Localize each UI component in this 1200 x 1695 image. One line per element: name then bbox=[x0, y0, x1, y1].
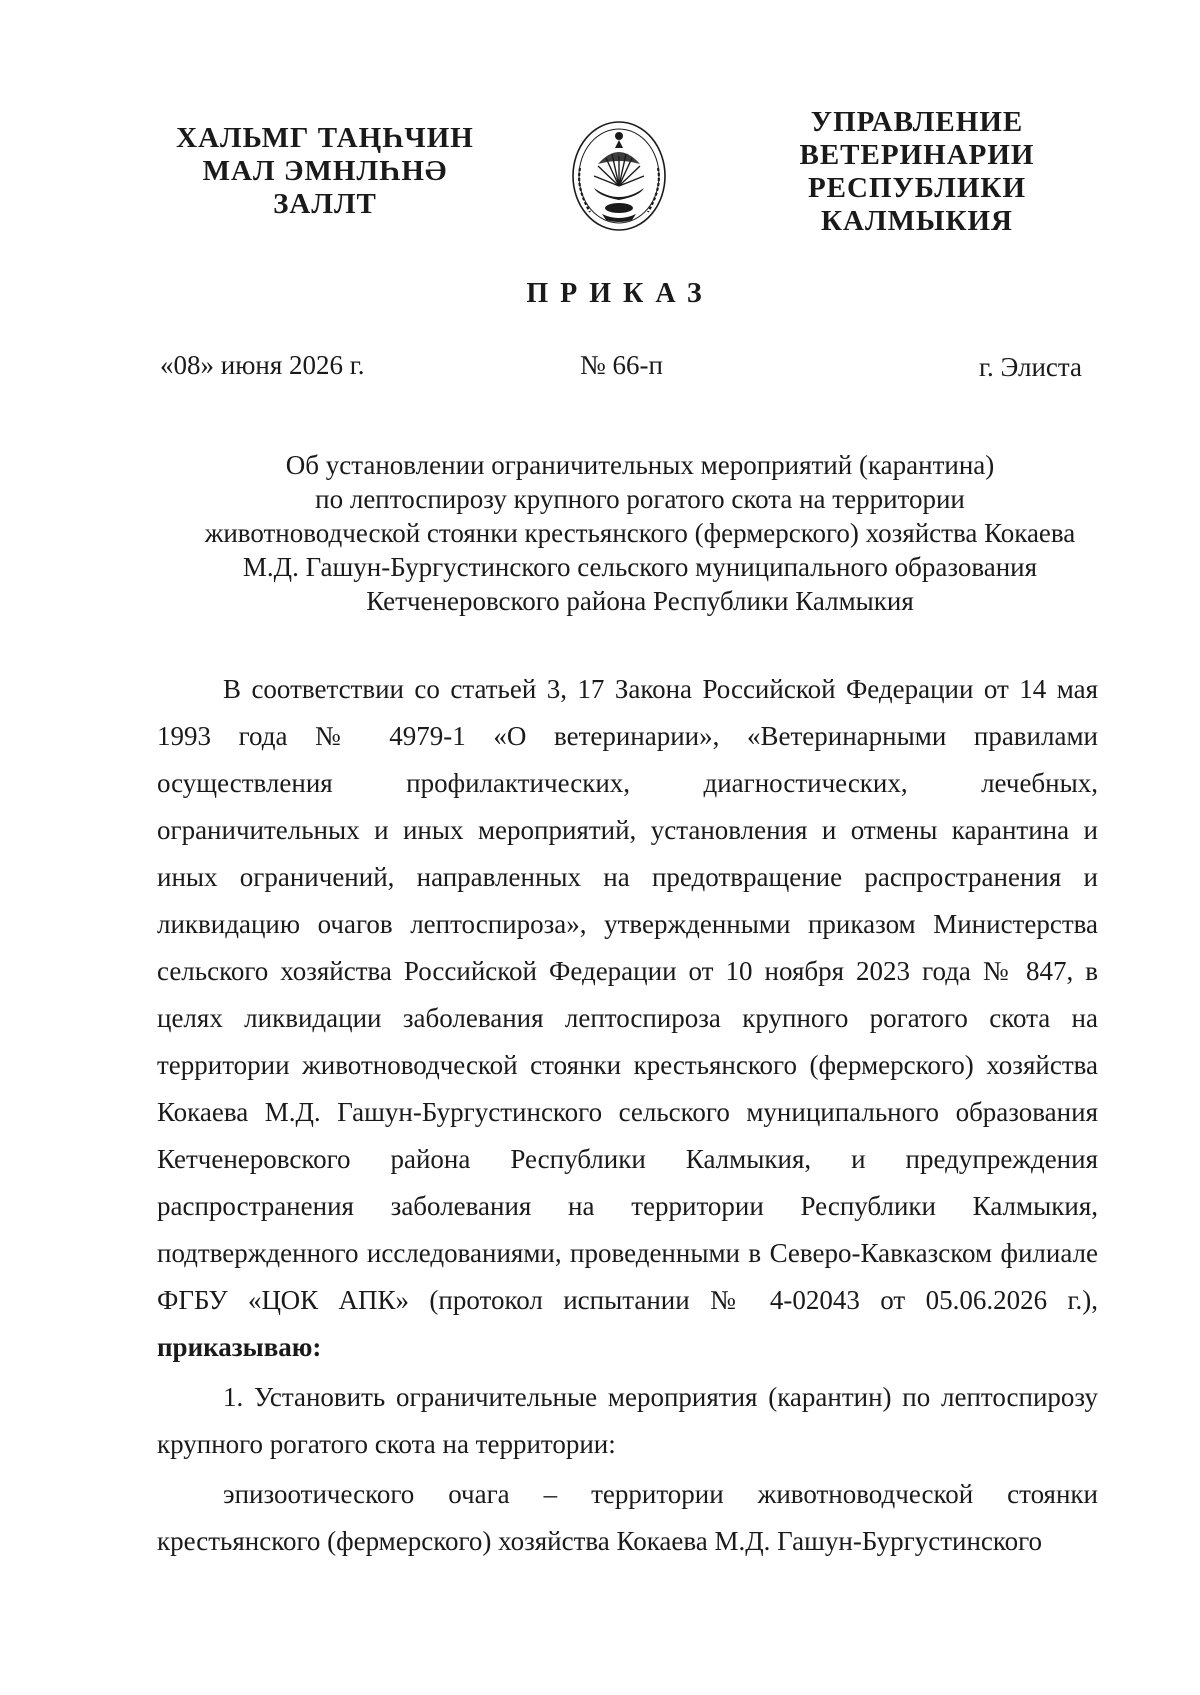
order-date: «08» июня 2026 г. bbox=[160, 350, 365, 380]
document-title: ПРИКАЗ bbox=[526, 278, 714, 309]
department-name-kalmyk-line: МАЛ ЭМНЛҺНӘ bbox=[202, 155, 448, 187]
preamble-paragraph bbox=[157, 666, 1098, 1371]
order-subject-line: по лептоспирозу крупного рогатого скота на территории bbox=[315, 484, 965, 514]
department-name-kalmyk-line: ХАЛЬМГ ТАҢҺЧИН bbox=[176, 122, 474, 154]
order-subject bbox=[140, 448, 1140, 618]
department-name-russian-line: УПРАВЛЕНИЕ bbox=[810, 106, 1024, 138]
item-1-focus-paragraph: эпизоотического очага – территории животноводческой стоянки крестьянского (фермерского) хозяйства Кокаева М.Д. Гашун-Бургустинского bbox=[157, 1479, 1098, 1556]
department-name-kalmyk-line: ЗАЛЛТ bbox=[273, 188, 377, 220]
department-name-russian-line: РЕСПУБЛИКИ bbox=[807, 172, 1027, 204]
order-subject-line: Кетченеровского района Республики Калмыкия bbox=[366, 586, 914, 616]
item-1-paragraph: 1. Установить ограничительные мероприятия (карантин) по лептоспирозу крупного рогатого скота на территории: bbox=[157, 1382, 1098, 1459]
order-body bbox=[157, 666, 1098, 1565]
order-city: г. Элиста bbox=[978, 352, 1082, 382]
preamble-text: В соответствии со статьей 3, 17 Закона Российской Федерации от 14 мая 1993 года № 4979-1 «О ветеринарии», «Ветеринарными правилами осуществления профилактических, диагностических, лечебных, ограничительных и иных мероприятий, установления и отмены карантина и иных ограничений, направленных на предотвращение распространения и ликвидацию очагов лептоспироза», утвержденными приказом Министерства сельского хозяйства Российской Федерации от 10 ноября 2023 года № 847, в целях ликвидации заболевания лептоспироза крупного рогатого скота на территории животноводческой стоянки крестьянского (фермерского) хозяйства Кокаева М.Д. Гашун-Бургустинского сельского муниципального образования Кетченеровского района Республики Калмыкия, и предупреждения распространения заболевания на территории Республики Калмыкия, подтвержденного исследованиями, проведенными в Северо-Кавказском филиале ФГБУ «ЦОК АПК» (протокол испытании № 4-02043 от 05.06.2026 г.), bbox=[157, 674, 1098, 1315]
order-subject-line: животноводческой стоянки крестьянского (фермерского) хозяйства Кокаева bbox=[204, 518, 1076, 548]
order-command: приказываю: bbox=[157, 1332, 322, 1362]
order-subject-line: Об установлении ограничительных мероприятий (карантина) bbox=[285, 450, 995, 480]
department-name-russian-line: ВЕТЕРИНАРИИ bbox=[799, 139, 1035, 171]
order-number: № 66-п bbox=[580, 350, 663, 380]
order-subject-line: М.Д. Гашун-Бургустинского сельского муниципального образования bbox=[242, 552, 1038, 582]
department-name-russian bbox=[762, 106, 1072, 238]
department-name-russian-line: КАЛМЫКИЯ bbox=[821, 205, 1013, 237]
department-name-kalmyk bbox=[160, 122, 490, 221]
kalmykia-coat-of-arms-icon bbox=[568, 116, 670, 236]
